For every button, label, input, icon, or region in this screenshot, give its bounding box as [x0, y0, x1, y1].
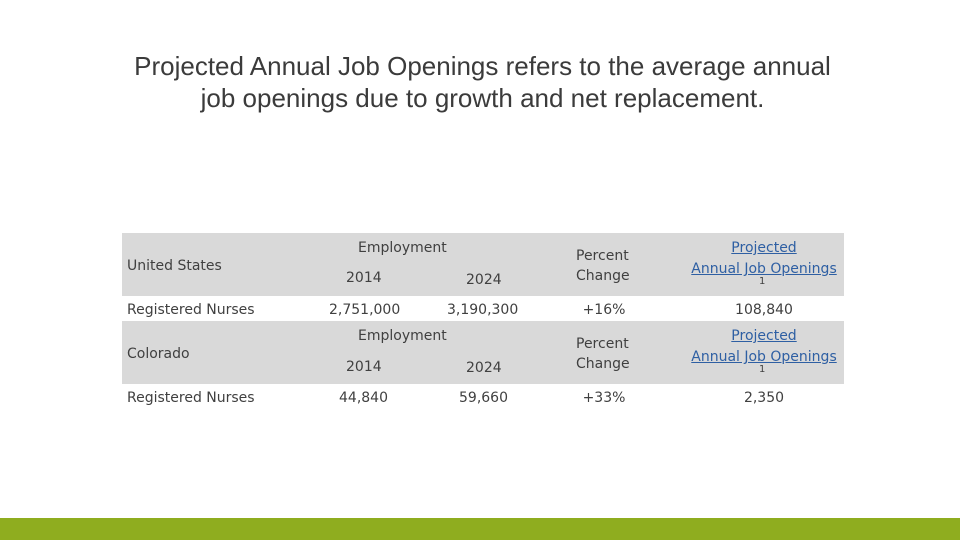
co-annual-job-openings-link[interactable]: Annual Job Openings: [691, 349, 837, 365]
co-employment-2024: 59,660: [459, 390, 508, 406]
us-percent-change-label-2: Change: [576, 268, 630, 284]
co-year-2014: 2014: [346, 359, 382, 375]
us-region-label: United States: [127, 258, 222, 274]
co-employment-label: Employment: [358, 328, 447, 344]
co-percent-change: +33%: [582, 390, 626, 406]
us-year-2014: 2014: [346, 270, 382, 286]
us-employment-label: Employment: [358, 240, 447, 256]
co-year-2024: 2024: [466, 360, 502, 376]
us-percent-change-label-1: Percent: [576, 248, 629, 264]
co-footnote-marker: 1: [759, 364, 766, 375]
us-openings: 108,840: [735, 302, 793, 318]
us-projected-openings-link[interactable]: Projected: [731, 240, 797, 256]
us-employment-2014: 2,751,000: [329, 302, 401, 318]
us-occupation: Registered Nurses: [127, 302, 255, 318]
us-footnote-marker: 1: [759, 276, 766, 287]
co-percent-change-label-2: Change: [576, 356, 630, 372]
co-region-label: Colorado: [127, 346, 190, 362]
co-percent-change-label-1: Percent: [576, 336, 629, 352]
us-employment-2024: 3,190,300: [447, 302, 519, 318]
co-openings: 2,350: [743, 390, 785, 406]
us-percent-change: +16%: [582, 302, 626, 318]
page-title: Projected Annual Job Openings refers to the average annual job openings due to growth and net replacement.: [134, 51, 831, 113]
co-employment-2014: 44,840: [339, 390, 388, 406]
us-annual-job-openings-link[interactable]: Annual Job Openings: [691, 261, 837, 277]
us-year-2024: 2024: [466, 272, 502, 288]
co-occupation: Registered Nurses: [127, 390, 255, 406]
footer-accent-bar: [0, 518, 960, 540]
co-projected-openings-link[interactable]: Projected: [731, 328, 797, 344]
